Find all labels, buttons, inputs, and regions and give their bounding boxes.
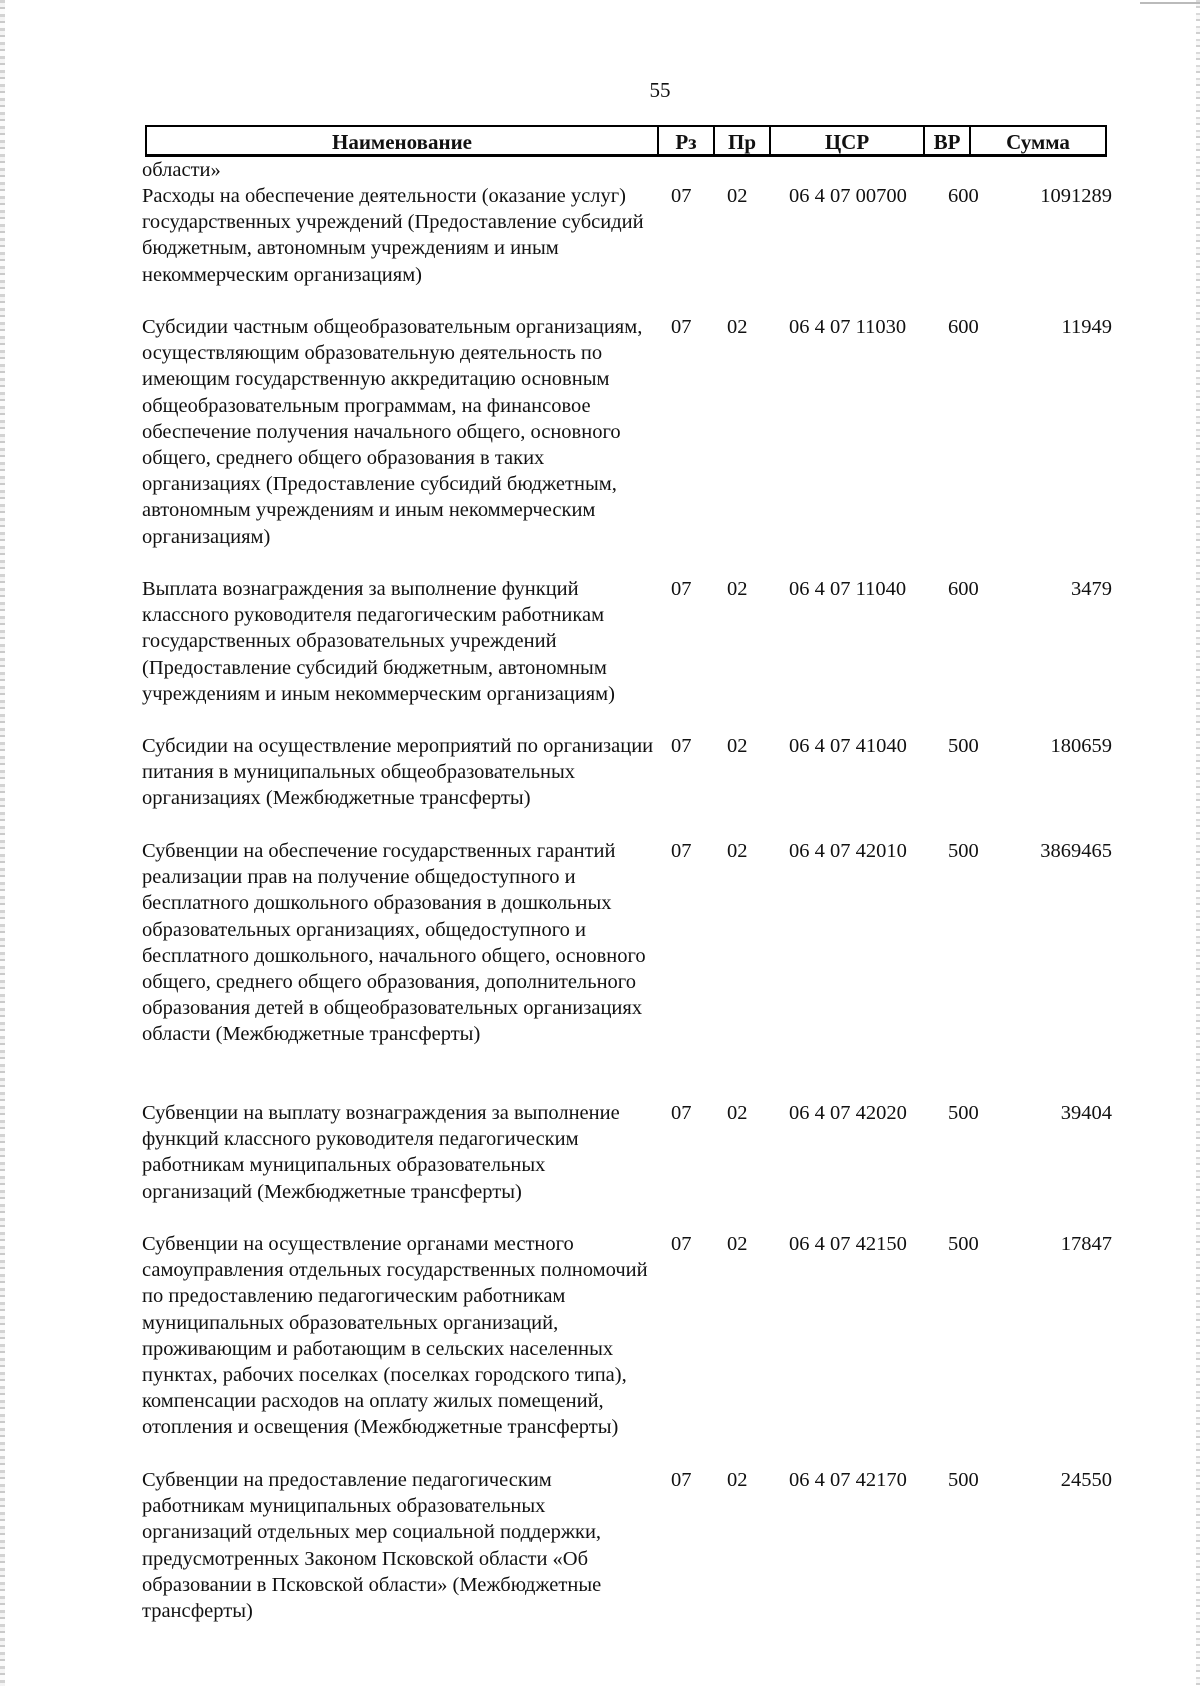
row-sum: 1091289 xyxy=(1040,185,1112,207)
row-csr: 06 4 07 42170 xyxy=(789,1469,907,1491)
row-rz: 07 xyxy=(671,1469,692,1491)
row-name: Выплата вознаграждения за выполнение функций классного руководителя педагогическим работникам государственных образовательных учреждений (Предоставление субсидий бюджетным, автономным учреждениям и иным некоммерческим организациям) xyxy=(142,578,615,705)
row-name: Субвенции на осуществление органами местного самоуправления отдельных государственных полномочий по предоставлению педагогическим работникам муниципальных образовательных организаций, проживающим и работающим в сельских населенных пунктах, рабочих поселках (поселках городского типа), компенсации расходов на оплату жилых помещений, отопления и освещения (Межбюджетные трансферты) xyxy=(142,1233,648,1439)
row-pr: 02 xyxy=(727,840,748,862)
header-pr: Пр xyxy=(727,130,756,154)
table-row xyxy=(0,1467,1200,1624)
row-vr: 600 xyxy=(948,578,979,600)
row-vr: 600 xyxy=(948,185,979,207)
row-name: Расходы на обеспечение деятельности (оказание услуг) государственных учреждений (Предоставление субсидий бюджетным, автономным учреждениям и иным некоммерческим организациям) xyxy=(142,185,644,286)
row-sum: 24550 xyxy=(1060,1469,1112,1491)
page-number: 55 xyxy=(649,78,671,102)
table-row xyxy=(0,576,1200,733)
row-sum: 3479 xyxy=(1071,578,1112,600)
row-rz: 07 xyxy=(671,316,692,338)
row-csr: 06 4 07 42010 xyxy=(789,840,907,862)
row-rz: 07 xyxy=(671,735,692,757)
row-name: Субвенции на обеспечение государственных гарантий реализации прав на получение общедоступного и бесплатного дошкольного образования в дошкольных образовательных организациях, общедоступного и бесплатного дошкольного, начального общего, основного общего, среднего общего образования, дополнительного образования детей в общеобразовательных организациях области (Межбюджетные трансферты) xyxy=(142,840,646,1046)
row-vr: 500 xyxy=(948,840,979,862)
row-rz: 07 xyxy=(671,1102,692,1124)
table-row xyxy=(0,314,1200,576)
header-name: Наименование xyxy=(332,130,472,154)
row-vr: 500 xyxy=(948,1469,979,1491)
row-pr: 02 xyxy=(727,1102,748,1124)
row-csr: 06 4 07 00700 xyxy=(789,185,907,207)
row-rz: 07 xyxy=(671,185,692,207)
row-name: Субсидии на осуществление мероприятий по организации питания в муниципальных общеобразовательных организациях (Межбюджетные трансферты) xyxy=(142,735,654,810)
header-sum: Сумма xyxy=(1006,130,1070,154)
row-sum: 39404 xyxy=(1060,1102,1112,1124)
row-name: Субвенции на предоставление педагогическим работникам муниципальных образовательных организаций отдельных мер социальной поддержки, предусмотренных Законом Псковской области «Об образовании в Псковской области» (Межбюджетные трансферты) xyxy=(142,1469,602,1623)
table-header xyxy=(145,125,1107,157)
row-rz: 07 xyxy=(671,840,692,862)
row-rz: 07 xyxy=(671,578,692,600)
row-vr: 500 xyxy=(948,1102,979,1124)
table-row xyxy=(0,733,1200,838)
header-vr: ВР xyxy=(933,130,961,154)
table-row xyxy=(0,838,1200,1100)
header-csr: ЦСР xyxy=(824,130,870,154)
row-csr: 06 4 07 41040 xyxy=(789,735,907,757)
row-csr: 06 4 07 11040 xyxy=(789,578,907,600)
table-row xyxy=(0,157,1200,183)
row-pr: 02 xyxy=(727,1469,748,1491)
row-vr: 500 xyxy=(948,1233,979,1255)
row-name: области» xyxy=(142,159,221,181)
budget-table-body xyxy=(0,157,1200,1624)
table-row xyxy=(0,1231,1200,1467)
row-sum: 3869465 xyxy=(1040,840,1112,862)
row-pr: 02 xyxy=(727,735,748,757)
table-row xyxy=(0,183,1200,314)
row-vr: 500 xyxy=(948,735,979,757)
row-pr: 02 xyxy=(727,1233,748,1255)
row-pr: 02 xyxy=(727,185,748,207)
row-sum: 180659 xyxy=(1050,735,1112,757)
row-name: Субсидии частным общеобразовательным организациям, осуществляющим образовательную деятельность по имеющим государственную аккредитацию основным общеобразовательным программам, на финансовое обеспечение получения начального общего, основного общего, среднего общего образования в таких организациях (Предоставление субсидий бюджетным, автономным учреждениям и иным некоммерческим организациям) xyxy=(142,316,643,548)
row-csr: 06 4 07 11030 xyxy=(789,316,907,338)
scan-corner-mark xyxy=(1140,2,1200,4)
header-rz: Рз xyxy=(675,130,697,154)
row-vr: 600 xyxy=(948,316,979,338)
row-pr: 02 xyxy=(727,578,748,600)
row-pr: 02 xyxy=(727,316,748,338)
row-name: Субвенции на выплату вознаграждения за выполнение функций классного руководителя педагогическим работникам муниципальных образовательных организаций (Межбюджетные трансферты) xyxy=(142,1102,620,1203)
row-csr: 06 4 07 42150 xyxy=(789,1233,907,1255)
row-sum: 11949 xyxy=(1061,316,1112,338)
row-sum: 17847 xyxy=(1060,1233,1112,1255)
row-rz: 07 xyxy=(671,1233,692,1255)
row-csr: 06 4 07 42020 xyxy=(789,1102,907,1124)
table-row xyxy=(0,1100,1200,1231)
